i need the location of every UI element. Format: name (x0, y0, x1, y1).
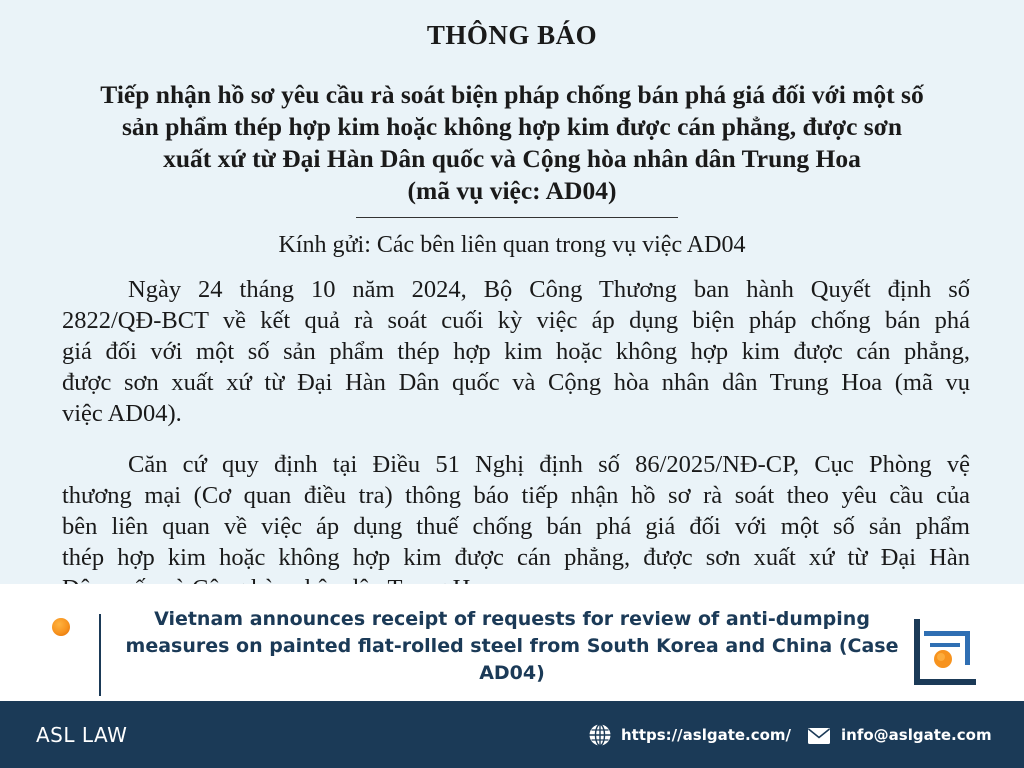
asl-logo-icon (912, 617, 980, 689)
brand-name: ASL LAW (36, 723, 128, 747)
paragraph-line: giá đối với một số sản phẩm thép hợp kim hoặc không hợp kim được cán phẳng, (62, 338, 970, 365)
footer-bar (0, 701, 1024, 768)
paragraph-line: việc AD04). (62, 400, 182, 427)
mail-icon (807, 727, 831, 745)
paragraph-line: thép hợp kim hoặc không hợp kim được cán phẳng, được sơn xuất xứ từ Đại Hàn (62, 544, 970, 571)
paragraph-line: Căn cứ quy định tại Điều 51 Nghị định số 86/2025/NĐ-CP, Cục Phòng vệ (128, 451, 970, 478)
caption-divider (99, 614, 101, 696)
globe-icon (588, 723, 612, 747)
caption-headline: Vietnam announces receipt of requests for review of anti-dumping measures on painted flat-rolled steel from South Korea and China (Case AD04) (125, 608, 899, 684)
case-code-line: (mã vụ việc: AD04) (407, 176, 617, 205)
paragraph-line: được sơn xuất xứ từ Đại Hàn Dân quốc và Cộng hòa nhân dân Trung Hoa (mã vụ (62, 369, 970, 396)
paragraph-line: 2822/QĐ-BCT về kết quả rà soát cuối kỳ việc áp dụng biện pháp chống bán phá (62, 307, 970, 334)
salutation: Kính gửi: Các bên liên quan trong vụ việc AD04 (278, 232, 746, 258)
notice-title: THÔNG BÁO (426, 20, 598, 50)
notice-subtitle-line: sản phẩm thép hợp kim hoặc không hợp kim được cán phẳng, được sơn (121, 112, 903, 141)
email-link[interactable]: info@aslgate.com (841, 726, 992, 744)
website-link[interactable]: https://aslgate.com/ (621, 726, 792, 744)
paragraph-line: bên liên quan về việc áp dụng thuế chống bán phá giá đối với một số sản phẩm (62, 513, 970, 540)
paragraph-2 (62, 449, 970, 604)
notice-subtitle-line: Tiếp nhận hồ sơ yêu cầu rà soát biện pháp chống bán phá giá đối với một số (100, 80, 924, 109)
orange-dot-icon (52, 618, 70, 636)
notice-subtitle-line: xuất xứ từ Đại Hàn Dân quốc và Cộng hòa nhân dân Trung Hoa (163, 144, 861, 173)
paragraph-1 (62, 274, 970, 429)
title-divider (356, 217, 678, 218)
paragraph-line: Ngày 24 tháng 10 năm 2024, Bộ Công Thương ban hành Quyết định số (128, 276, 970, 303)
paragraph-line: thương mại (Cơ quan điều tra) thông báo tiếp nhận hồ sơ rà soát theo yêu cầu của (62, 482, 970, 509)
